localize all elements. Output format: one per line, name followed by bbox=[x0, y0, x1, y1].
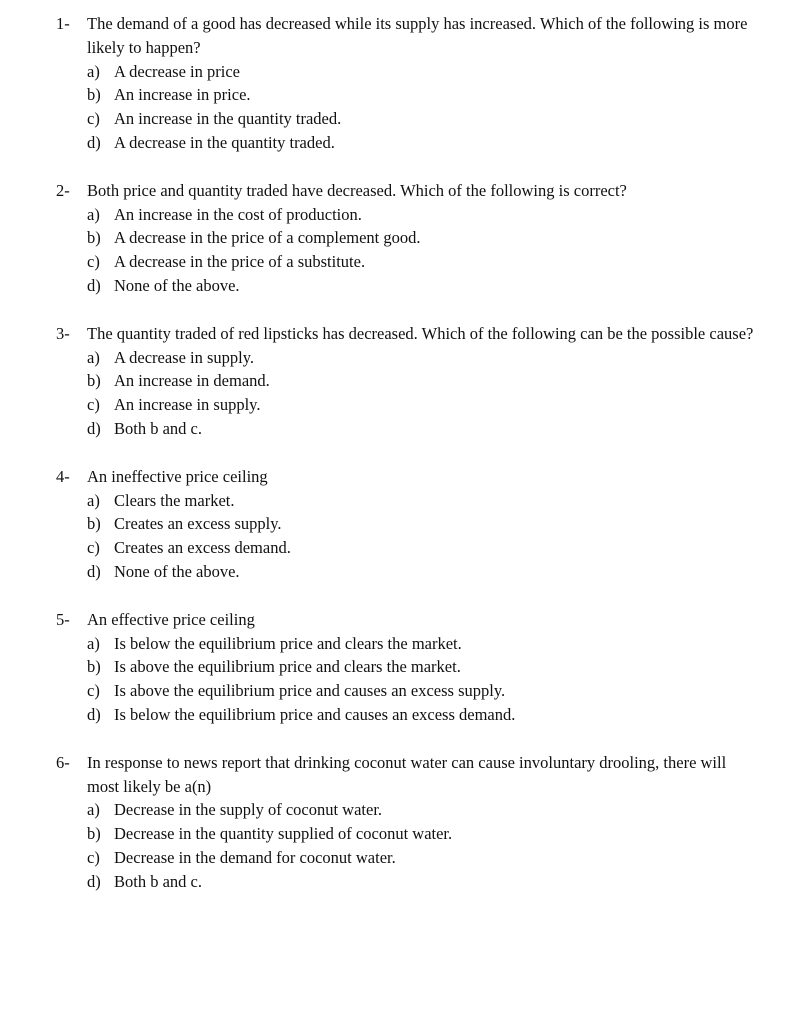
option-text: Decrease in the quantity supplied of coconut water. bbox=[114, 824, 453, 844]
question-text: The quantity traded of red lipsticks has decreased. Which of the following can be the possible cause? bbox=[87, 323, 754, 343]
question-text: Both price and quantity traded have decreased. Which of the following is correct? bbox=[87, 180, 627, 200]
question-text: An ineffective price ceiling bbox=[87, 466, 268, 486]
option-letter: a) bbox=[87, 800, 100, 820]
option-d bbox=[87, 560, 756, 584]
option-c bbox=[87, 393, 756, 417]
option-b bbox=[87, 226, 756, 250]
question-number: 5- bbox=[56, 609, 70, 629]
option-list bbox=[56, 60, 756, 155]
question-list bbox=[56, 12, 756, 918]
option-letter: c) bbox=[87, 109, 100, 129]
option-letter: c) bbox=[87, 847, 100, 867]
option-letter: a) bbox=[87, 633, 100, 653]
option-d bbox=[87, 870, 756, 894]
option-b bbox=[87, 369, 756, 393]
option-letter: b) bbox=[87, 228, 101, 248]
question-text: The demand of a good has decreased while its supply has increased. Which of the following is more likely to happen? bbox=[87, 14, 748, 57]
option-c bbox=[87, 679, 756, 703]
option-letter: d) bbox=[87, 418, 101, 438]
option-list bbox=[56, 203, 756, 298]
option-text: An increase in demand. bbox=[114, 371, 270, 391]
option-text: Is below the equilibrium price and clears the market. bbox=[114, 633, 462, 653]
option-a bbox=[87, 60, 756, 84]
option-text: An increase in the cost of production. bbox=[114, 204, 362, 224]
option-letter: a) bbox=[87, 490, 100, 510]
question-number: 2- bbox=[56, 180, 70, 200]
option-letter: c) bbox=[87, 681, 100, 701]
option-text: An increase in supply. bbox=[114, 395, 261, 415]
question-text: In response to news report that drinking coconut water can cause involuntary drooling, there will most likely be a(n) bbox=[87, 752, 727, 796]
option-letter: d) bbox=[87, 132, 101, 152]
option-c bbox=[87, 846, 756, 870]
option-text: A decrease in price bbox=[114, 61, 240, 81]
option-text: Is above the equilibrium price and clears the market. bbox=[114, 657, 461, 677]
option-c bbox=[87, 536, 756, 560]
option-letter: d) bbox=[87, 871, 101, 891]
option-text: Creates an excess supply. bbox=[114, 514, 282, 534]
option-letter: b) bbox=[87, 85, 101, 105]
option-text: Creates an excess demand. bbox=[114, 538, 291, 558]
option-letter: b) bbox=[87, 657, 101, 677]
question-number: 4- bbox=[56, 466, 70, 486]
option-a bbox=[87, 632, 756, 656]
option-letter: d) bbox=[87, 275, 101, 295]
option-letter: d) bbox=[87, 561, 101, 581]
option-d bbox=[87, 274, 756, 298]
option-letter: b) bbox=[87, 371, 101, 391]
option-text: Is below the equilibrium price and causes an excess demand. bbox=[114, 704, 516, 724]
option-text: A decrease in the quantity traded. bbox=[114, 132, 335, 152]
option-text: Both b and c. bbox=[114, 871, 202, 891]
option-c bbox=[87, 107, 756, 131]
question-6 bbox=[56, 751, 756, 894]
option-text: Is above the equilibrium price and causes an excess supply. bbox=[114, 681, 506, 701]
option-text: A decrease in supply. bbox=[114, 347, 255, 367]
option-letter: c) bbox=[87, 252, 100, 272]
option-letter: c) bbox=[87, 538, 100, 558]
option-text: A decrease in the price of a substitute. bbox=[114, 252, 366, 272]
option-a bbox=[87, 798, 756, 822]
option-d bbox=[87, 703, 756, 727]
question-text: An effective price ceiling bbox=[87, 609, 255, 629]
option-list bbox=[56, 489, 756, 584]
question-number: 3- bbox=[56, 323, 70, 343]
option-d bbox=[87, 417, 756, 441]
question-number: 6- bbox=[56, 752, 70, 772]
option-text: A decrease in the price of a complement good. bbox=[114, 228, 421, 248]
question-2 bbox=[56, 179, 756, 298]
option-text: None of the above. bbox=[114, 561, 240, 581]
option-text: None of the above. bbox=[114, 275, 240, 295]
option-text: Decrease in the supply of coconut water. bbox=[114, 800, 383, 820]
question-4 bbox=[56, 465, 756, 584]
option-letter: b) bbox=[87, 824, 101, 844]
option-list bbox=[56, 798, 756, 893]
option-a bbox=[87, 346, 756, 370]
option-letter: a) bbox=[87, 347, 100, 367]
question-number: 1- bbox=[56, 14, 70, 33]
option-b bbox=[87, 83, 756, 107]
option-b bbox=[87, 822, 756, 846]
option-list bbox=[56, 632, 756, 727]
option-text: Clears the market. bbox=[114, 490, 235, 510]
option-list bbox=[56, 346, 756, 441]
option-b bbox=[87, 512, 756, 536]
option-letter: b) bbox=[87, 514, 101, 534]
option-text: Both b and c. bbox=[114, 418, 202, 438]
option-letter: a) bbox=[87, 61, 100, 81]
option-text: An increase in the quantity traded. bbox=[114, 109, 342, 129]
option-a bbox=[87, 489, 756, 513]
question-5 bbox=[56, 608, 756, 727]
option-d bbox=[87, 131, 756, 155]
option-b bbox=[87, 655, 756, 679]
option-letter: d) bbox=[87, 704, 101, 724]
question-3 bbox=[56, 322, 756, 441]
option-c bbox=[87, 250, 756, 274]
question-1 bbox=[56, 12, 756, 155]
option-letter: c) bbox=[87, 395, 100, 415]
option-a bbox=[87, 203, 756, 227]
option-text: Decrease in the demand for coconut water. bbox=[114, 847, 396, 867]
option-text: An increase in price. bbox=[114, 85, 251, 105]
option-letter: a) bbox=[87, 204, 100, 224]
